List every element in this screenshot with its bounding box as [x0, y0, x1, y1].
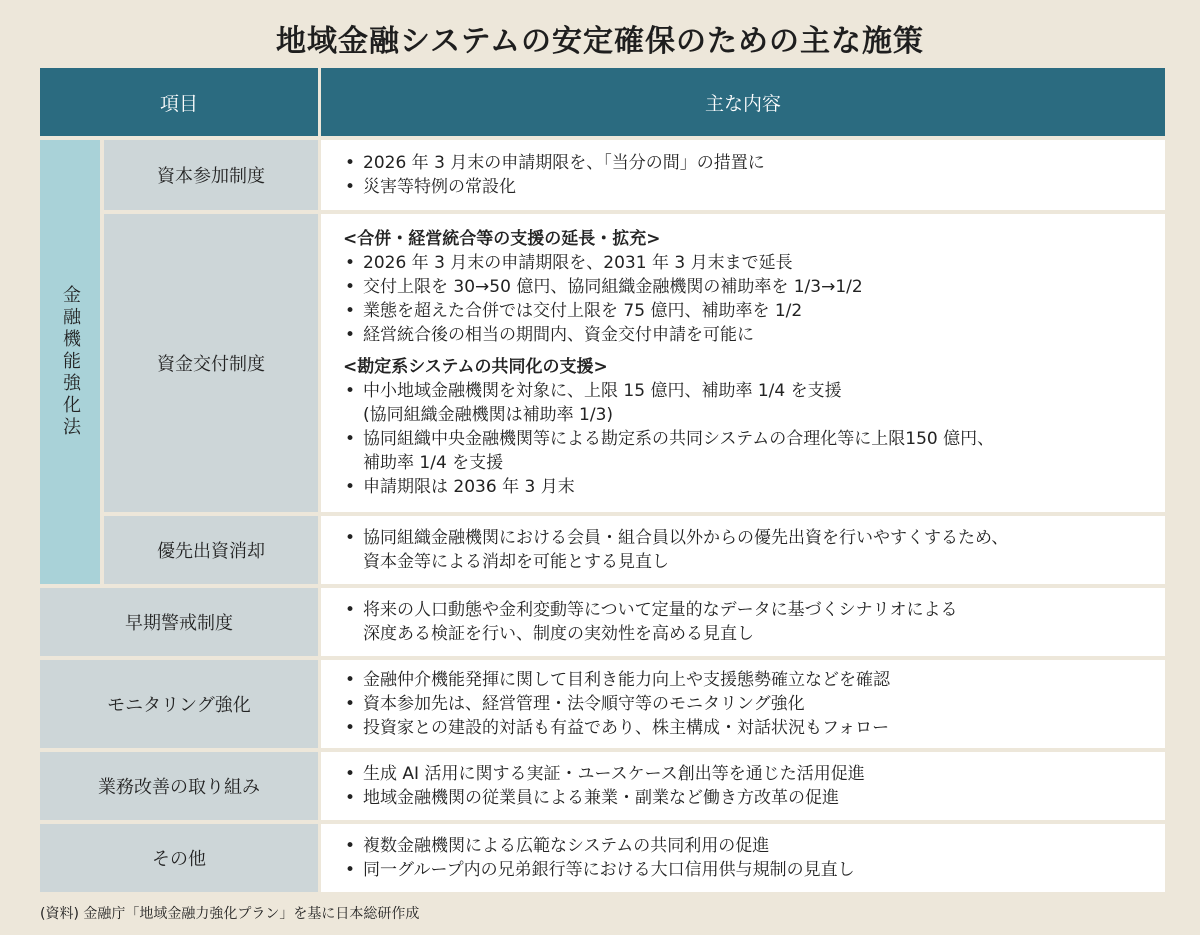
list-item-continuation: (協同組織金融機関は補助率 1/3): [363, 405, 614, 425]
header-item-label: 項目: [159, 92, 198, 115]
list-item-continuation: 資本金等による消却を可能とする見直し: [363, 552, 669, 572]
group-label: 金融機能強化法: [60, 285, 81, 439]
source-note: (資料) 金融庁「地域金融力強化プラン」を基に日本総研作成: [40, 906, 420, 922]
row-label-monitoring: モニタリング強化: [40, 660, 318, 748]
list-item: • 業態を超えた合併では交付上限を 75 億円、補助率を 1/2: [343, 299, 802, 323]
list-item: • 協同組織金融機関における会員・組合員以外からの優先出資を行いやすくするため、: [343, 526, 1008, 550]
list-item: • 将来の人口動態や金利変動等について定量的なデータに基づくシナリオによる: [343, 598, 958, 622]
header-content-label: 主な内容: [704, 92, 781, 115]
list-item-continuation: 補助率 1/4 を支援: [363, 453, 504, 473]
list-item: • 金融仲介機能発揮に関して目利き能力向上や支援態勢確立などを確認: [343, 668, 890, 692]
list-item: • 複数金融機関による広範なシステムの共同利用の促進: [343, 834, 769, 858]
row-content-preferred: [321, 516, 1165, 584]
list-item-continuation: 深度ある検証を行い、制度の実効性を高める見直し: [363, 624, 754, 644]
list-item: • 投資家との建設的対話も有益であり、株主構成・対話状況もフォロー: [343, 716, 889, 740]
section-heading: <勘定系システムの共同化の支援>: [343, 357, 608, 377]
list-item: • 同一グループ内の兄弟銀行等における大口信用供与規制の見直し: [343, 858, 855, 882]
list-item: • 地域金融機関の従業員による兼業・副業など働き方改革の促進: [343, 786, 839, 810]
section-heading: <合併・経営統合等の支援の延長・拡充>: [343, 229, 661, 249]
group-label-cell: [40, 140, 100, 584]
list-item: • 協同組織中央金融機関等による勘定系の共同システムの合理化等に上限150 億円、: [343, 427, 994, 451]
row-label-operations: 業務改善の取り組み: [40, 752, 318, 820]
row-content-operations: [321, 752, 1165, 820]
list-item: • 災害等特例の常設化: [343, 175, 516, 199]
row-label-other: その他: [40, 824, 318, 892]
list-item: • 申請期限は 2036 年 3 月末: [343, 475, 575, 499]
list-item: • 経営統合後の相当の期間内、資金交付申請を可能に: [343, 323, 754, 347]
list-item: • 2026 年 3 月末の申請期限を、2031 年 3 月末まで延長: [343, 251, 793, 275]
row-content-fund-grant: [321, 214, 1165, 512]
row-content-early-warning: [321, 588, 1165, 656]
row-content-other: [321, 824, 1165, 892]
list-item: • 資本参加先は、経営管理・法令順守等のモニタリング強化: [343, 692, 805, 716]
row-content-monitoring: [321, 660, 1165, 748]
header-item: [40, 68, 318, 136]
row-label-fund-grant: 資金交付制度: [104, 214, 318, 512]
page-title: 地域金融システムの安定確保のための主な施策: [276, 24, 924, 59]
list-item: • 交付上限を 30→50 億円、協同組織金融機関の補助率を 1/3→1/2: [343, 275, 863, 299]
row-label-capital: 資本参加制度: [104, 140, 318, 210]
row-label-early-warning: 早期警戒制度: [40, 588, 318, 656]
list-item: • 生成 AI 活用に関する実証・ユースケース創出等を通じた活用促進: [343, 762, 865, 786]
list-item: • 2026 年 3 月末の申請期限を、「当分の間」の措置に: [343, 151, 765, 175]
row-content-capital: [321, 140, 1165, 210]
header-content: [321, 68, 1165, 136]
list-item: • 中小地域金融機関を対象に、上限 15 億円、補助率 1/4 を支援: [343, 379, 842, 403]
row-label-preferred: 優先出資消却: [104, 516, 318, 584]
